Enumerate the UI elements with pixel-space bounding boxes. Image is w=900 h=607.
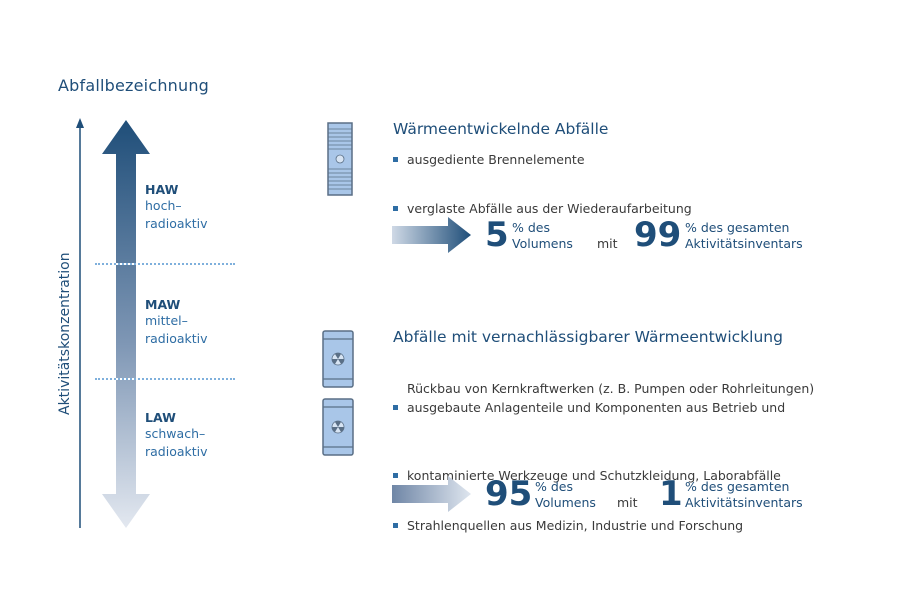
section-title: Wärmeentwickelnde Abfälle bbox=[393, 120, 609, 138]
list-item: ausgebaute Anlagenteile und Komponenten aus Betrieb und bbox=[393, 398, 900, 417]
list-item-continuation: Rückbau von Kernkraftwerken (z. B. Pumpen oder Rohrleitungen) bbox=[407, 381, 815, 396]
activity-label-1: % des gesamten bbox=[685, 479, 790, 494]
category-code: LAW bbox=[145, 410, 176, 425]
list-item: ausgediente Brennelemente bbox=[393, 150, 900, 169]
category-desc-line1: hoch– bbox=[145, 198, 182, 213]
list-item: kontaminierte Werkzeuge und Schutzkleidung, Laborabfälle bbox=[393, 466, 900, 485]
arrow-right-icon bbox=[392, 216, 472, 254]
activity-label-2: Aktivitätsinventars bbox=[685, 495, 803, 510]
list-item: Strahlenquellen aus Medizin, Industrie und Forschung bbox=[393, 516, 900, 535]
category-desc-line2: radioaktiv bbox=[145, 216, 208, 231]
axis-arrow-icon bbox=[70, 118, 90, 530]
arrow-right-icon bbox=[392, 475, 472, 513]
axis-label: Aktivitätskonzentration bbox=[57, 252, 73, 415]
volume-value: 5 bbox=[485, 215, 509, 255]
category-desc-line1: schwach– bbox=[145, 426, 206, 441]
castor-cask-icon bbox=[326, 121, 354, 197]
waste-barrel-icon bbox=[320, 329, 356, 389]
category-law bbox=[145, 410, 208, 461]
activity-label-2: Aktivitätsinventars bbox=[685, 236, 803, 251]
separator-maw-law bbox=[95, 378, 235, 380]
volume-value: 95 bbox=[485, 474, 533, 514]
connector-text: mit bbox=[617, 495, 638, 510]
section-title: Abfälle mit vernachlässigbarer Wärmeentwicklung bbox=[393, 328, 783, 346]
category-code: HAW bbox=[145, 182, 179, 197]
waste-barrel-icon bbox=[320, 397, 356, 457]
connector-text: mit bbox=[597, 236, 618, 251]
category-haw bbox=[145, 182, 208, 233]
category-maw bbox=[145, 297, 208, 348]
activity-value: 1 bbox=[659, 474, 683, 514]
separator-haw-maw bbox=[95, 263, 235, 265]
volume-label-2: Volumens bbox=[512, 236, 573, 251]
list-item: verglaste Abfälle aus der Wiederaufarbeitung bbox=[393, 199, 900, 218]
volume-label-2: Volumens bbox=[535, 495, 596, 510]
volume-label-1: % des bbox=[512, 220, 550, 235]
activity-value: 99 bbox=[634, 215, 682, 255]
category-desc-line1: mittel– bbox=[145, 313, 188, 328]
category-desc-line2: radioaktiv bbox=[145, 444, 208, 459]
diagram-title: Abfallbezeichnung bbox=[58, 76, 210, 95]
volume-label-1: % des bbox=[535, 479, 573, 494]
activity-label-1: % des gesamten bbox=[685, 220, 790, 235]
category-desc-line2: radioaktiv bbox=[145, 331, 208, 346]
category-code: MAW bbox=[145, 297, 181, 312]
